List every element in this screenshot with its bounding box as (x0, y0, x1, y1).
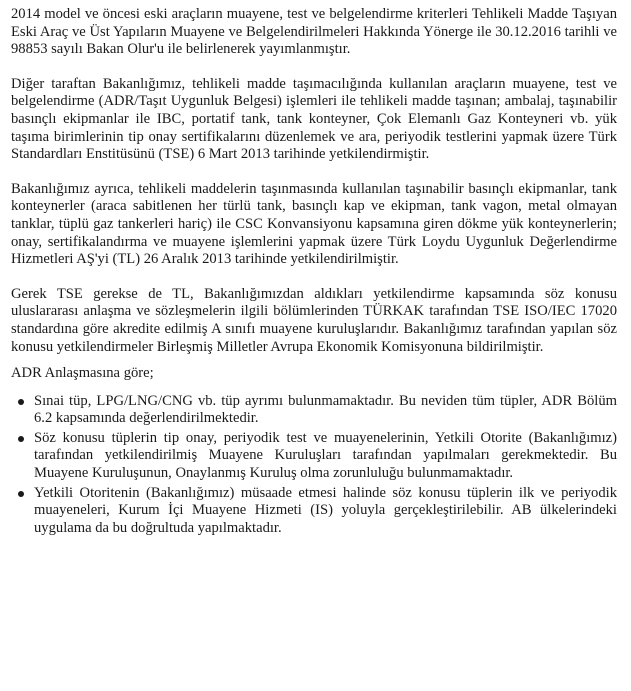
list-item (34, 393, 617, 428)
list-item (34, 485, 617, 538)
list-item-text: Söz konusu tüplerin tip onay, periyodik test ve muayenelerinin, Yetkili Otorite (Bakanlığımız) tarafından yetkilendirilmiş Muayene Kuruluşları tarafından yapılmaları gerekmektedir. Bu Muayene Kuruluşunun, Onaylanmış Kuruluş olma zorunluluğu bulunmamaktadır. (34, 429, 617, 482)
paragraph-accreditation: Gerek TSE gerekse de TL, Bakanlığımızdan aldıkları yetkilendirme kapsamında söz konusu uluslararası anlaşma ve sözleşmelerin ilgili bölümlerinden TÜRKAK tarafından TSE ISO/IEC 17020 standardına göre akredite edilmiş A sınıfı muayene kuruluşlarıdır. Bakanlığımız tarafından yapılan söz konusu yetkilendirmeler Birleşmiş Milletler Avrupa Ekonomik Komisyonuna bildirilmiştir. (11, 285, 617, 355)
list-item-text: Sınai tüp, LPG/LNG/CNG vb. tüp ayrımı bulunmamaktadır. Bu neviden tüm tüpler, ADR Bölüm 6.2 kapsamında değerlendirilmektedir. (34, 392, 617, 427)
paragraph-old-vehicles: 2014 model ve öncesi eski araçların muayene, test ve belgelendirme kriterleri Tehlikeli Madde Taşıyan Eski Araç ve Üst Yapıların Muayene ve Belgelendirilmeleri Hakkında Yönerge ile 30.12.2016 tarihli ve 98853 sayılı Bakan Olur'u ile belirlenerek yayımlanmıştır. (11, 6, 617, 58)
list-item-text: Yetkili Otoritenin (Bakanlığımız) müsaade etmesi halinde söz konusu tüplerin ilk ve periyodik muayeneleri, Kurum İçi Muayene Hizmeti (IS) yoluyla gerçekleştirilebilir. AB ülkelerindeki uygulama da bu doğrultuda yapılmaktadır. (34, 484, 617, 536)
document-page (11, 6, 617, 539)
bullet-icon (18, 436, 24, 442)
bullet-icon (18, 491, 24, 497)
list-item (34, 430, 617, 483)
list-heading: ADR Anlaşmasına göre; (11, 365, 154, 382)
adr-bullet-list (11, 393, 617, 538)
paragraph-tse-authorization: Diğer taraftan Bakanlığımız, tehlikeli madde taşımacılığında kullanılan araçların muayene, test ve belgelendirme (ADR/Taşıt Uygunluk Belgesi) işlemleri ile tehlikeli madde taşınan; ambalaj, taşınabilir basınçlı ekipmanlar ile IBC, portatif tank, tank konteyner, Çok Elemanlı Gaz Konteyneri vb. yük taşıma birimlerinin tip onay sertifikalarını düzenlemek ve ara, periyodik testlerini yapmak üzere Türk Standardları Enstitüsünü (TSE) 6 Mart 2013 tarihinde yetkilendirmiştir. (11, 75, 617, 163)
paragraph-tl-authorization: Bakanlığımız ayrıca, tehlikeli maddelerin taşınmasında kullanılan taşınabilir basınçlı ekipmanlar, tank konteynerler (araca sabitlenen her türlü tank, basınçlı kap ve ekipman, tank vagon, metal olmayan tanklar, tüplü gaz tankerleri hariç) ile CSC Konvansiyonu kapsamına giren dökme yük konteynerlerin; onay, sertifikalandırma ve muayene işlemlerini yapmak üzere Türk Loydu Uygunluk Değerlendirme Hizmetleri AŞ'yi (TL) 26 Aralık 2013 tarihinde yetkilendirilmiştir. (11, 180, 617, 268)
bullet-icon (18, 399, 24, 405)
